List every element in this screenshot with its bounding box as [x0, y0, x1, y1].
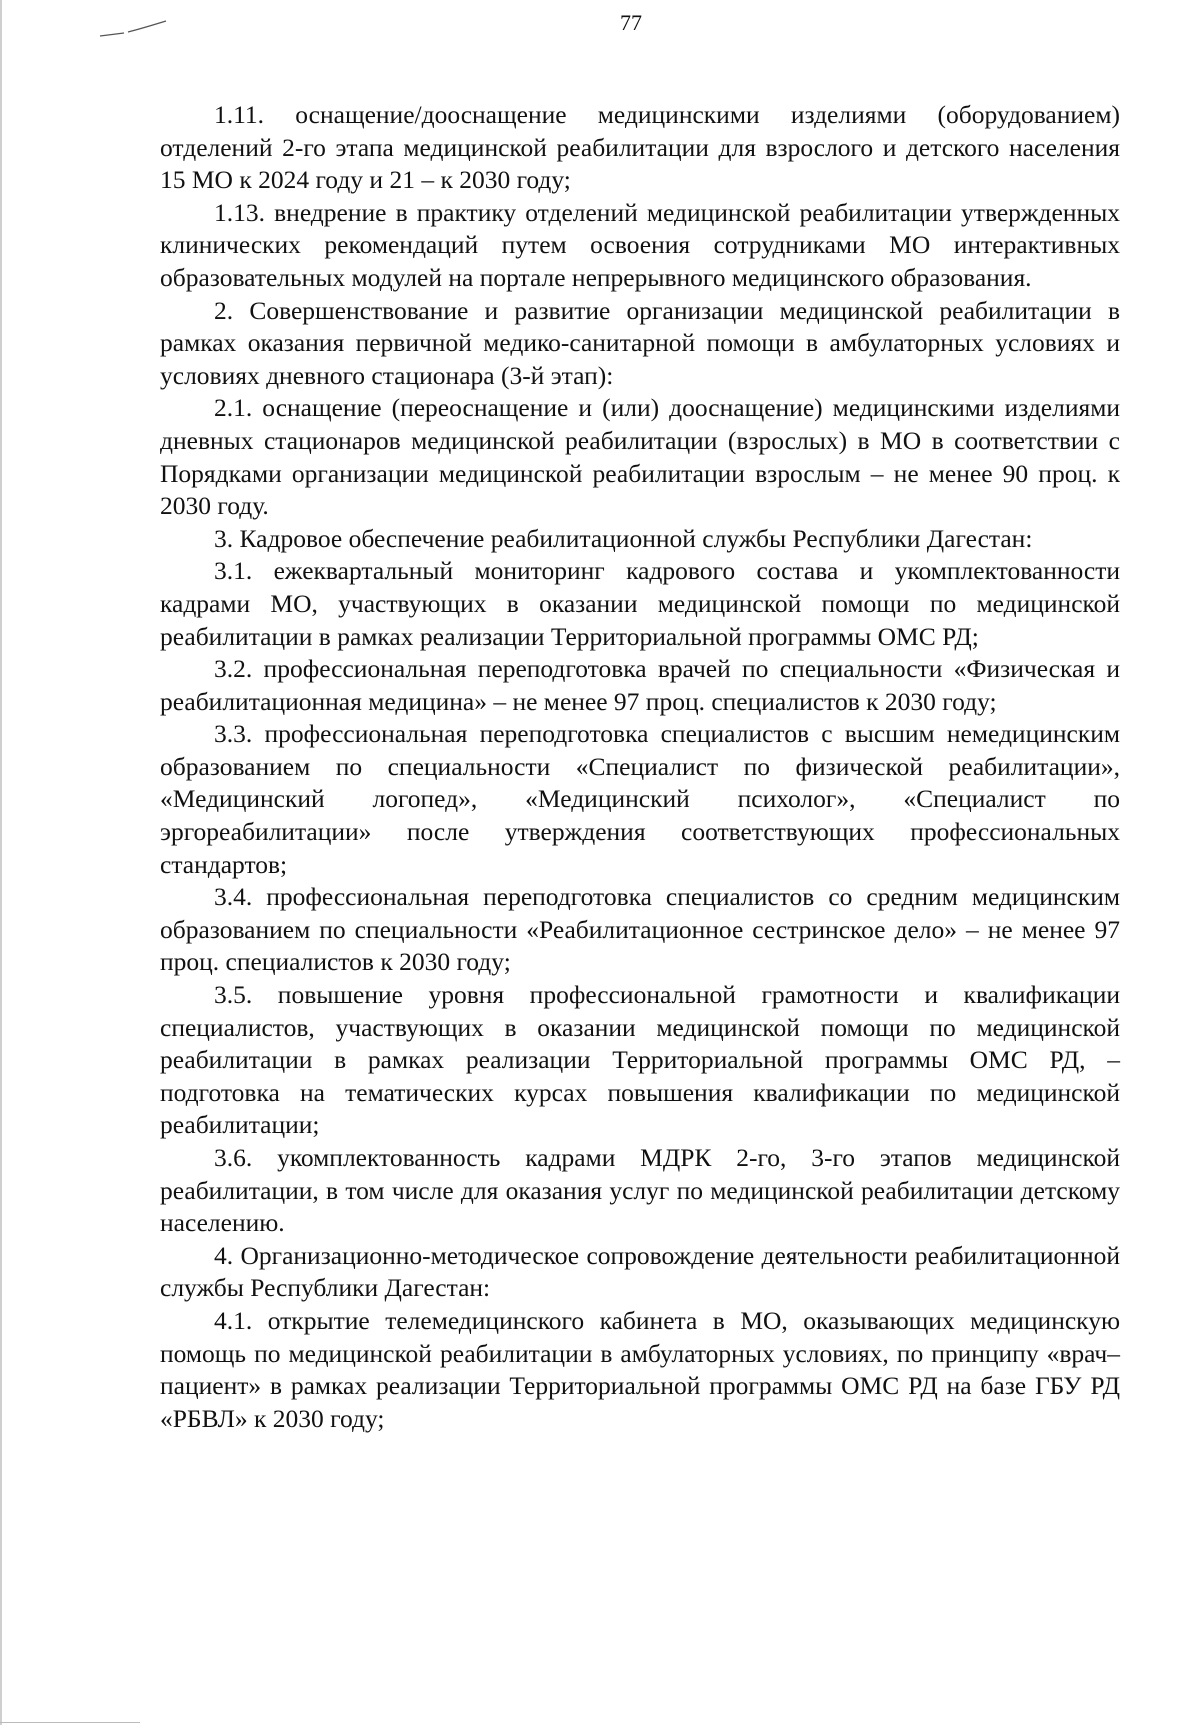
paragraph-2: 2. Совершенствование и развитие организации медицинской реабилитации в рамках оказания первичной медико-санитарной помощи в амбулаторных условиях и условиях дневного стационара (3-й этап):: [160, 295, 1120, 390]
paragraph-4-1: 4.1. открытие телемедицинского кабинета в МО, оказывающих медицинскую помощь по медицинской реабилитации в амбулаторных условиях, по принципу «врач–пациент» в рамках реализации Территориальной программы ОМС РД на базе ГБУ РД «РБВЛ» к 2030 году;: [160, 1305, 1120, 1433]
paragraph-3: 3. Кадровое обеспечение реабилитационной службы Республики Дагестан:: [214, 523, 1033, 553]
paragraph-3-3: 3.3. профессиональная переподготовка специалистов с высшим немедицинским образованием по специальности «Специалист по физической реабилитации», «Медицинский логопед», «Медицинский психолог», «Специалист по эргореабилитации» после утверждения соответствующих профессиональных стандартов;: [160, 719, 1120, 879]
scan-edge: [0, 0, 2, 1725]
paragraph-3-1: 3.1. ежеквартальный мониторинг кадрового состава и укомплектованности кадрами МО, участвующих в оказании медицинской помощи по медицинской реабилитации в рамках реализации Территориальной программы ОМС РД;: [160, 556, 1120, 651]
paragraph-3-5: 3.5. повышение уровня профессиональной грамотности и квалификации специалистов, участвующих в оказании медицинской помощи по медицинской реабилитации в рамках реализации Территориальной программы ОМС РД, – подготовка на тематических курсах повышения квалификации по медицинской реабилитации;: [160, 980, 1120, 1140]
document-body: [160, 99, 1120, 1435]
paragraph-1-11: 1.11. оснащение/дооснащение медицинскими изделиями (оборудованием) отделений 2-го этапа медицинской реабилитации для взрослого и детского населения 15 МО к 2024 году и 21 – к 2030 году;: [160, 100, 1120, 195]
paragraph-3-2: 3.2. профессиональная переподготовка врачей по специальности «Физическая и реабилитационная медицина» – не менее 97 проц. специалистов к 2030 году;: [160, 654, 1120, 716]
paragraph-3-6: 3.6. укомплектованность кадрами МДРК 2-го, 3-го этапов медицинской реабилитации, в том числе для оказания услуг по медицинской реабилитации детскому населению.: [160, 1143, 1120, 1238]
page-number: 77: [620, 10, 642, 35]
paragraph-1-13: 1.13. внедрение в практику отделений медицинской реабилитации утвержденных клинических рекомендаций путем освоения сотрудниками МО интерактивных образовательных модулей на портале непрерывного медицинского образования.: [160, 197, 1120, 292]
paragraph-2-1: 2.1. оснащение (переоснащение и (или) дооснащение) медицинскими изделиями дневных стационаров медицинской реабилитации (взрослых) в МО в соответствии с Порядками организации медицинской реабилитации взрослым – не менее 90 проц. к 2030 году.: [160, 393, 1120, 521]
paragraph-3-4: 3.4. профессиональная переподготовка специалистов со средним медицинским образованием по специальности «Реабилитационное сестринское дело» – не менее 97 проц. специалистов к 2030 году;: [160, 882, 1120, 977]
scan-footer-line: [0, 1722, 140, 1723]
paragraph-4: 4. Организационно-методическое сопровождение деятельности реабилитационной службы Республики Дагестан:: [160, 1240, 1120, 1303]
